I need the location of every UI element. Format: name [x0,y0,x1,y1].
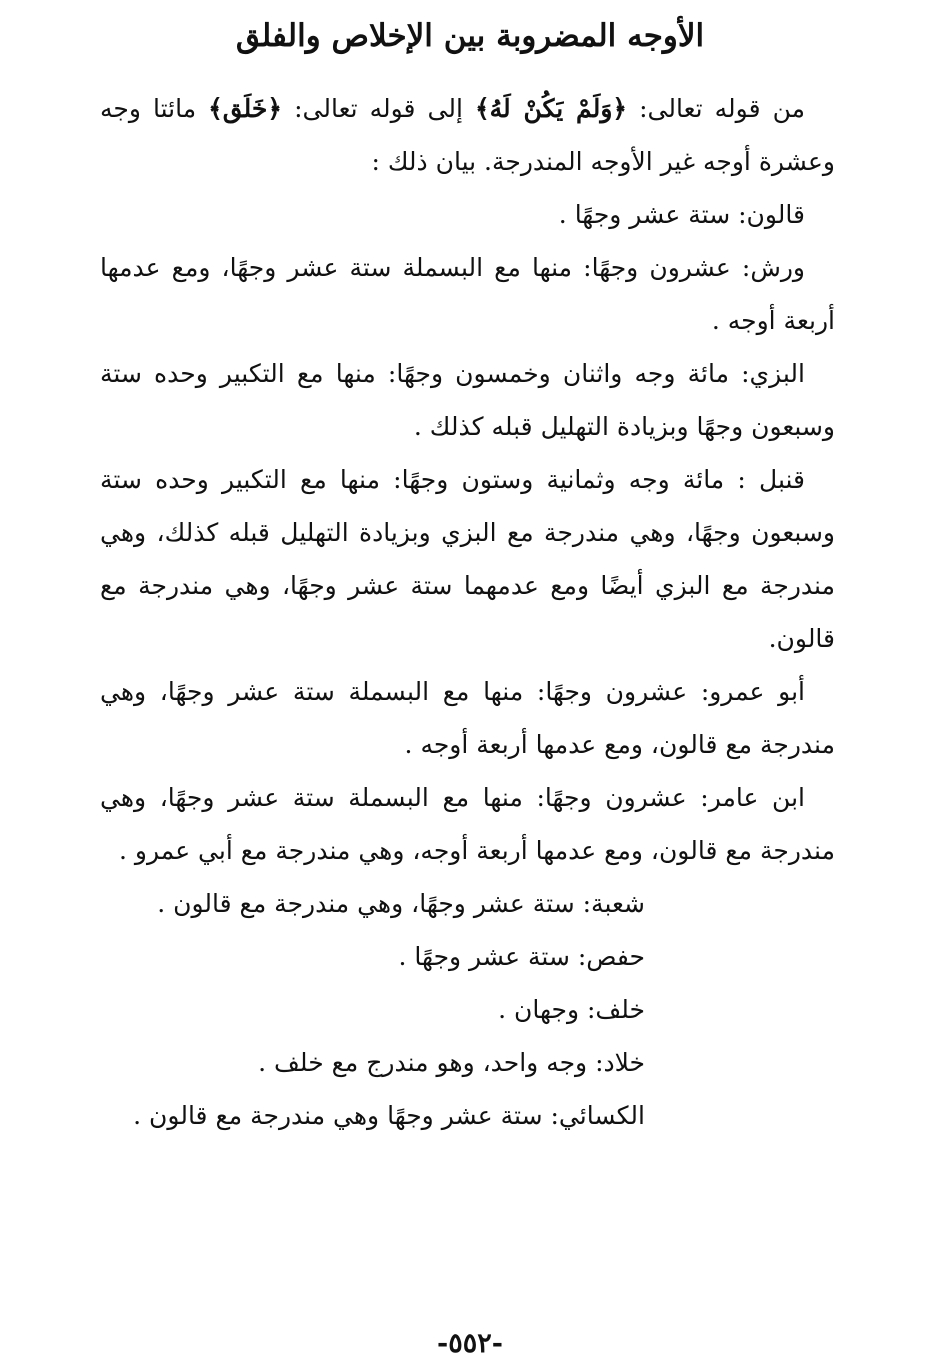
quran-quote: ﴿خَلَق﴾ [208,94,283,123]
line-shuba: شعبة: ستة عشر وجهًا، وهي مندرجة مع قالون . [157,889,645,918]
intro-mid: إلى قوله تعالى: [282,94,475,123]
paragraph-warsh: ورش: عشرون وجهًا: منها مع البسملة ستة عشر وجهًا، ومع عدمها أربعة أوجه . [100,253,835,335]
paragraph-abu-amr: أبو عمرو: عشرون وجهًا: منها مع البسملة ستة عشر وجهًا، وهي مندرجة مع قالون، ومع عدمها أربعة أوجه . [100,677,835,759]
body-text [100,82,835,1142]
page-number: -٥٥٢- [437,1328,503,1359]
paragraph-qalun: قالون: ستة عشر وجهًا . [558,200,805,229]
line-hafs: حفص: ستة عشر وجهًا . [398,942,645,971]
intro-pre: من قوله تعالى: [627,94,805,123]
quran-quote: ﴿وَلَمْ يَكُنْ لَهُ﴾ [475,94,628,123]
paragraph-qunbul: قنبل : مائة وجه وثمانية وستون وجهًا: منها مع التكبير وحده ستة وسبعون وجهًا، وهي مندرجة مع البزي وبزيادة التهليل قبله كذلك، وهي مندرجة مع البزي أيضًا ومع عدمهما ستة عشر وجهًا، وهي مندرجة مع قالون. [100,465,835,653]
line-khallad: خلاد: وجه واحد، وهو مندرج مع خلف . [258,1048,645,1077]
line-kisai: الكسائي: ستة عشر وجهًا وهي مندرجة مع قالون . [133,1101,645,1130]
intro-paragraph [100,82,835,188]
paragraph-bazzi: البزي: مائة وجه واثنان وخمسون وجهًا: منها مع التكبير وحده ستة وسبعون وجهًا وبزيادة التهليل قبله كذلك . [100,359,835,441]
intro-post: مائتا وجه وعشرة أوجه غير الأوجه المندرجة. بيان ذلك : [100,94,835,176]
page-title: الأوجه المضروبة بين الإخلاص والفلق [235,18,705,54]
paragraph-ibn-amir: ابن عامر: عشرون وجهًا: منها مع البسملة ستة عشر وجهًا، وهي مندرجة مع قالون، ومع عدمها أربعة أوجه، وهي مندرجة مع أبي عمرو . [100,783,835,865]
line-khalaf: خلف: وجهان . [498,995,645,1024]
